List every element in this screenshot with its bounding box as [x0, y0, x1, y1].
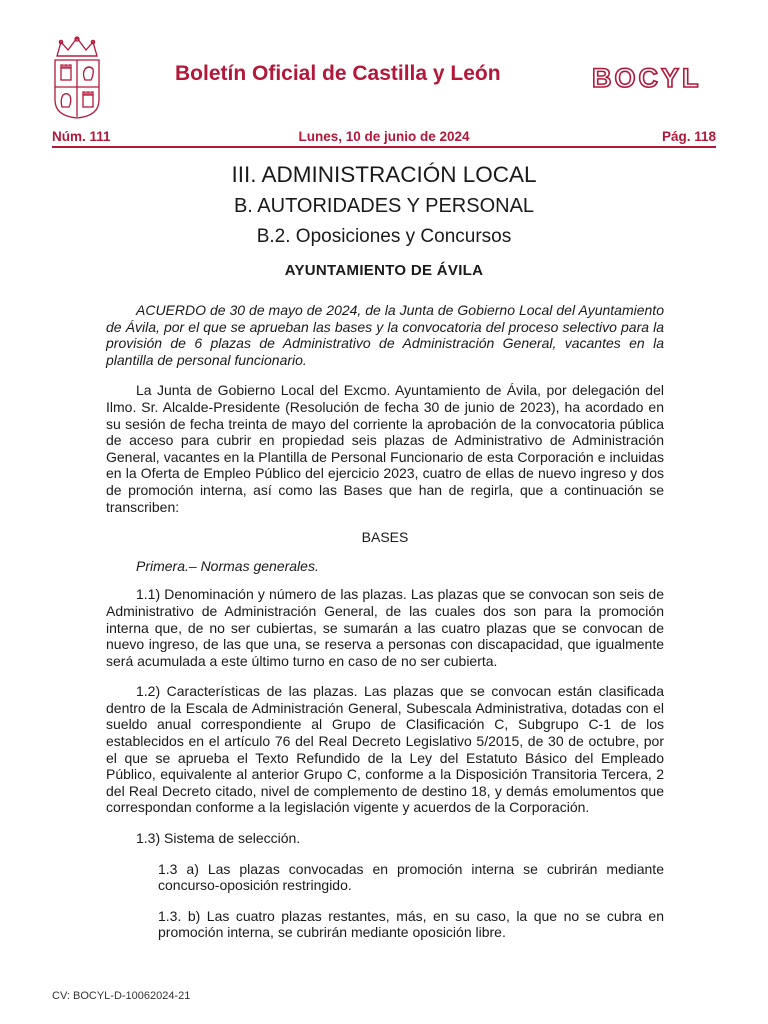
- page-number: Pág. 118: [661, 129, 716, 144]
- bulletin-title: Boletín Oficial de Castilla y León: [175, 62, 501, 85]
- castilla-y-leon-coat-of-arms-icon: [49, 34, 105, 120]
- bases-title: BASES: [361, 529, 409, 546]
- section-first-title: Primera.– Normas generales.: [136, 557, 319, 574]
- agreement-summary: ACUERDO de 30 de mayo de 2024, de la Junta de Gobierno Local del Ayuntamiento de Ávila, por el que se aprueban las bases y la convocatoria del proceso selectivo para la provisión de 6 plazas de Administrativo de Administración General, vacantes en la plantilla de personal funcionario.: [106, 302, 664, 368]
- header-divider: [52, 146, 716, 148]
- paragraph-1-2: 1.2) Características de las plazas. Las plazas que se convocan están clasificada dentro de la Escala de Administración General, Subescala Administrativa, dotadas con el sueldo anual correspondiente al Grupo de Clasificación C, Subgrupo C-1 de los establecidos en el artículo 76 del Real Decreto Legislativo 5/2015, de 30 de octubre, por el que se aprueba el Texto Refundido de la Ley del Estatuto Básico del Empleado Público, equivalente al anterior Grupo C, conforme a la Disposición Transitoria Tercera, 2 del Real Decreto citado, nivel de complemento de destino 18, y demás emolumentos que correspondan conforme a la legislación vigente y acuerdos de la Corporación.: [106, 683, 664, 816]
- paragraph-1-3: 1.3) Sistema de selección.: [136, 830, 301, 847]
- subsection-heading: B. AUTORIDADES Y PERSONAL: [233, 195, 535, 217]
- paragraph-1-1: 1.1) Denominación y número de las plazas. Las plazas que se convocan son seis de Administrativo de Administración General, de las cuales dos son para la promoción interna que, de no ser cubiertas, se sumarán a las cuatro plazas que se convocan de nuevo ingreso, de las que una, se reserva a personas con discapacidad, que igualmente será acumulada a este último turno en caso de no ser cubierta.: [106, 586, 664, 669]
- paragraph-1-3b: 1.3. b) Las cuatro plazas restantes, más, en su caso, la que no se cubra en promoción interna, se cubrirán mediante oposición libre.: [158, 907, 664, 941]
- subsubsection-heading: B.2. Oposiciones y Concursos: [256, 226, 512, 247]
- section-heading: III. ADMINISTRACIÓN LOCAL: [231, 162, 537, 187]
- issue-number: Núm. 111: [52, 129, 111, 144]
- document-body: [106, 302, 664, 955]
- issue-date: Lunes, 10 de junio de 2024: [298, 129, 470, 144]
- cv-code: CV: BOCYL-D-10062024-21: [52, 990, 191, 1002]
- paragraph-1-3a: 1.3 a) Las plazas convocadas en promoción interna se cubrirán mediante concurso-oposición restringido.: [158, 860, 664, 894]
- entity-heading: AYUNTAMIENTO DE ÁVILA: [284, 262, 484, 279]
- intro-paragraph: La Junta de Gobierno Local del Excmo. Ayuntamiento de Ávila, por delegación del Ilmo. Sr. Alcalde-Presidente (Resolución de fecha 30 de junio de 2023), ha acordado en su sesión de fecha treinta de mayo del corriente la aprobación de la convocatoria pública de acceso para cubrir en propiedad seis plazas de Administrativo de Administración General, vacantes en la Plantilla de Personal Funcionario de esta Corporación e incluidas en la Oferta de Empleo Público del ejercicio 2023, cuatro de ellas de nuevo ingreso y dos de promoción interna, así como las Bases que han de regirla, que a continuación se transcriben:: [106, 382, 664, 515]
- bocyl-logo: BOCYL: [592, 63, 702, 93]
